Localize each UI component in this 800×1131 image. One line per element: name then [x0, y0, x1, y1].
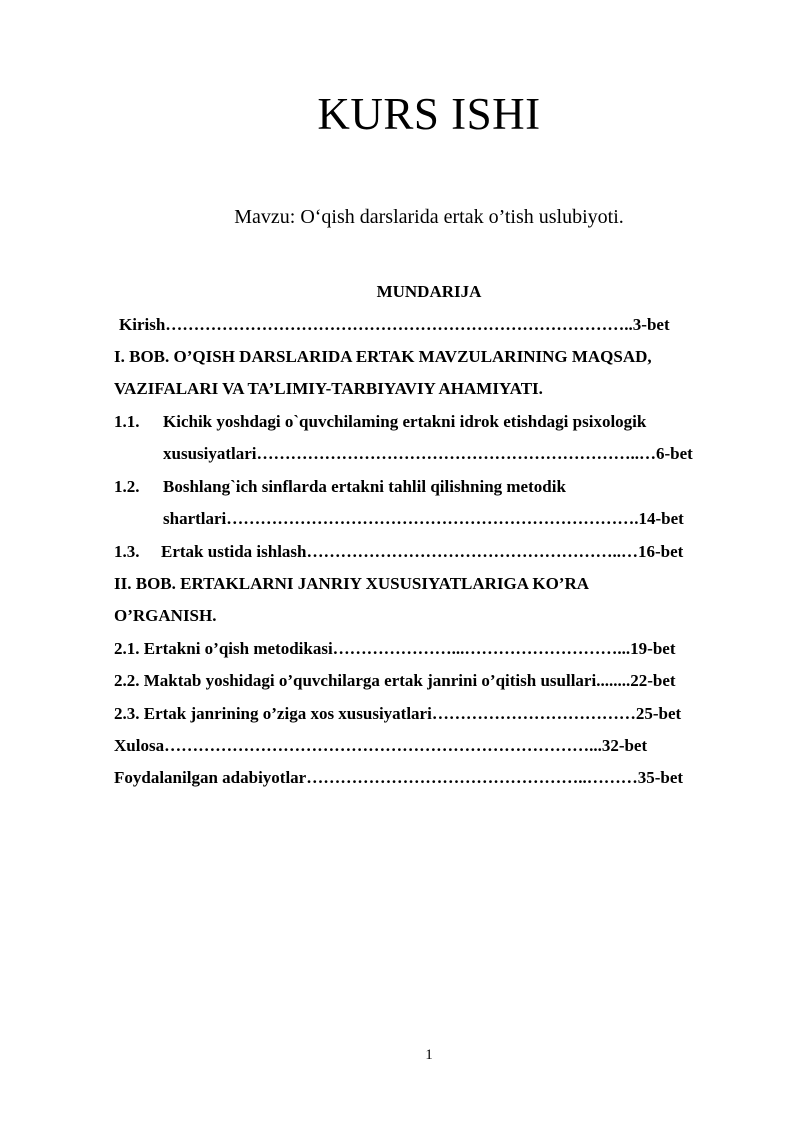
- toc-chapter1-line2: VAZIFALARI VA TA’LIMIY-TARBIYAVIY AHAMIYATI.: [114, 379, 543, 398]
- toc-entry-1-3: Ertak ustida ishlash………………………………………………..…16-bet: [161, 542, 684, 561]
- toc-section-number: 1.2.: [114, 477, 140, 496]
- toc-entry-2-1: 2.1. Ertakni o’qish metodikasi…………………...………………………...19-bet: [114, 639, 676, 658]
- toc-section-number: 1.3.: [114, 542, 140, 561]
- toc-entry-adabiyotlar: Foydalanilgan adabiyotlar…………………………………………..………35-bet: [114, 768, 684, 787]
- toc-entry-1-2-line1: Boshlang`ich sinflarda ertakni tahlil qilishning metodik: [163, 477, 566, 496]
- toc-chapter2-line2: O’RGANISH.: [114, 606, 217, 625]
- toc-entry-xulosa: Xulosa…………………………………………………………………...32-bet: [114, 736, 648, 755]
- toc-entry-1-2-line2: shartlari……………………………………………………………….14-bet: [163, 509, 684, 528]
- toc-entry-2-3: 2.3. Ertak janrining o’ziga xos xususiyatlari………………………………25-bet: [114, 704, 682, 723]
- toc-entry-kirish: Kirish………………………………………………………………………..3-bet: [119, 315, 670, 334]
- toc-chapter1-line1: I. BOB. O’QISH DARSLARIDA ERTAK MAVZULARINING MAQSAD,: [114, 347, 652, 366]
- toc-entry-2-2: 2.2. Maktab yoshidagi o’quvchilarga ertak janrini o’qitish usullari........22-bet: [114, 671, 676, 690]
- document-title: KURS ISHI: [317, 89, 541, 139]
- document-subject: Mavzu: O‘qish darslarida ertak o’tish uslubiyoti.: [234, 206, 624, 228]
- page-number: 1: [425, 1047, 433, 1063]
- toc-section-number: 1.1.: [114, 412, 140, 431]
- toc-entry-1-1-line1: Kichik yoshdagi o`quvchilaming ertakni idrok etishdagi psixologik: [163, 412, 647, 431]
- toc-heading: MUNDARIJA: [376, 282, 482, 301]
- toc-chapter2-line1: II. BOB. ERTAKLARNI JANRIY XUSUSIYATLARIGA KO’RA: [114, 574, 590, 593]
- toc-entry-1-1-line2: xususiyatlari…………………………………………………………..…6-bet: [163, 444, 693, 463]
